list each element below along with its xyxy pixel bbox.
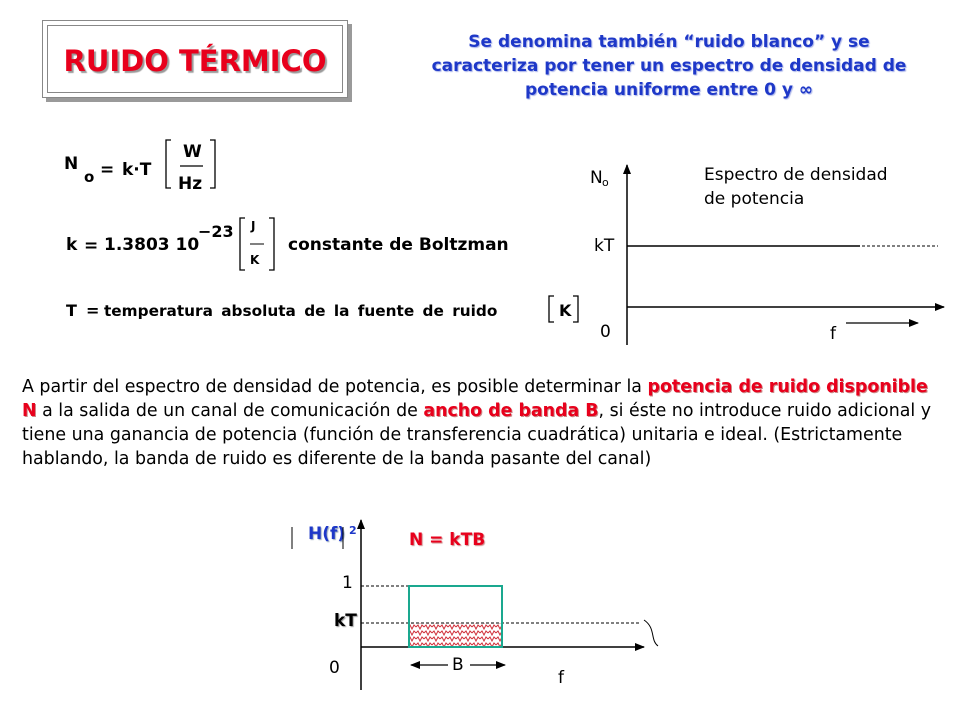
- t-unit-bracket-right: [573, 296, 578, 322]
- k-formula-description: constante de Boltzman: [288, 235, 509, 255]
- spectrum-caption-line-2: de potencia: [704, 189, 805, 209]
- subtitle-line-2: caracteriza por tener un espectro de densidad de: [431, 56, 907, 76]
- no-formula-unit-num: W: [183, 142, 202, 162]
- spectrum-origin-label: 0: [600, 322, 611, 342]
- no-formula-lhs: N: [64, 154, 79, 174]
- k-formula-lhs: k: [66, 235, 78, 255]
- spectrum-y-label: N: [590, 168, 603, 188]
- spectrum-caption-line-1: Espectro de densidad: [704, 165, 888, 185]
- band-noise-hatch: [409, 623, 502, 646]
- band-origin-label: 0: [329, 658, 340, 678]
- spectrum-kt-label: kT: [594, 236, 615, 256]
- k-formula-unit-den: K: [250, 253, 260, 267]
- band-formula: N = kTB: [409, 530, 486, 550]
- no-formula-unit-den: Hz: [178, 174, 203, 194]
- t-formula-unit: K: [559, 301, 572, 320]
- subtitle-line-3: potencia uniforme entre 0 y ∞: [524, 80, 814, 100]
- t-formula-equals: =: [86, 301, 100, 320]
- spectrum-y-label-sub: o: [602, 176, 609, 189]
- subtitle-line-1: Se denomina también “ruido blanco” y se: [468, 32, 870, 52]
- highlight-bandwidth: ancho de banda B: [423, 401, 599, 421]
- no-formula-rhs: k·T: [122, 160, 152, 180]
- page-title: RUIDO TÉRMICO: [63, 44, 327, 78]
- band-break-mark: [644, 620, 658, 646]
- band-y-exponent: 2: [349, 524, 357, 537]
- band-x-label: f: [558, 668, 564, 688]
- spectrum-x-label: f: [830, 324, 836, 344]
- t-formula-description: temperatura absoluta de la fuente de ruido: [104, 302, 498, 320]
- k-unit-bracket-left: [240, 218, 245, 270]
- k-formula-value: 1.3803 10: [104, 235, 200, 255]
- band-kt-label: kT: [334, 611, 357, 631]
- k-formula-exponent: −23: [198, 222, 234, 241]
- paragraph-text-2: a la salida de un canal de comunicación de: [36, 401, 424, 421]
- no-formula-lhs-sub: o: [84, 168, 95, 186]
- t-formula-lhs: T: [66, 301, 77, 320]
- no-unit-bracket-right: [210, 140, 215, 188]
- k-unit-bracket-right: [269, 218, 274, 270]
- t-unit-bracket-left: [549, 296, 554, 322]
- paragraph-text-3: , si éste no introduce ruido adicional y tiene una ganancia de potencia (función de transferencia cuadrática) unitaria e ideal. (Estrictamente hablando, la banda de ruido es diferente de la banda pasante del canal): [22, 401, 932, 469]
- band-y-label: H(f): [308, 524, 346, 544]
- k-formula-equals: =: [84, 236, 99, 256]
- no-formula-equals: =: [100, 160, 115, 180]
- no-unit-bracket-left: [166, 140, 171, 188]
- highlight-noise-power: potencia de ruido disponible N: [22, 377, 928, 421]
- band-one-label: 1: [342, 573, 353, 593]
- paragraph-text-1: A partir del espectro de densidad de potencia, es posible determinar la: [22, 377, 648, 397]
- band-b-label: B: [452, 655, 464, 675]
- k-formula-unit-num: J: [251, 219, 256, 233]
